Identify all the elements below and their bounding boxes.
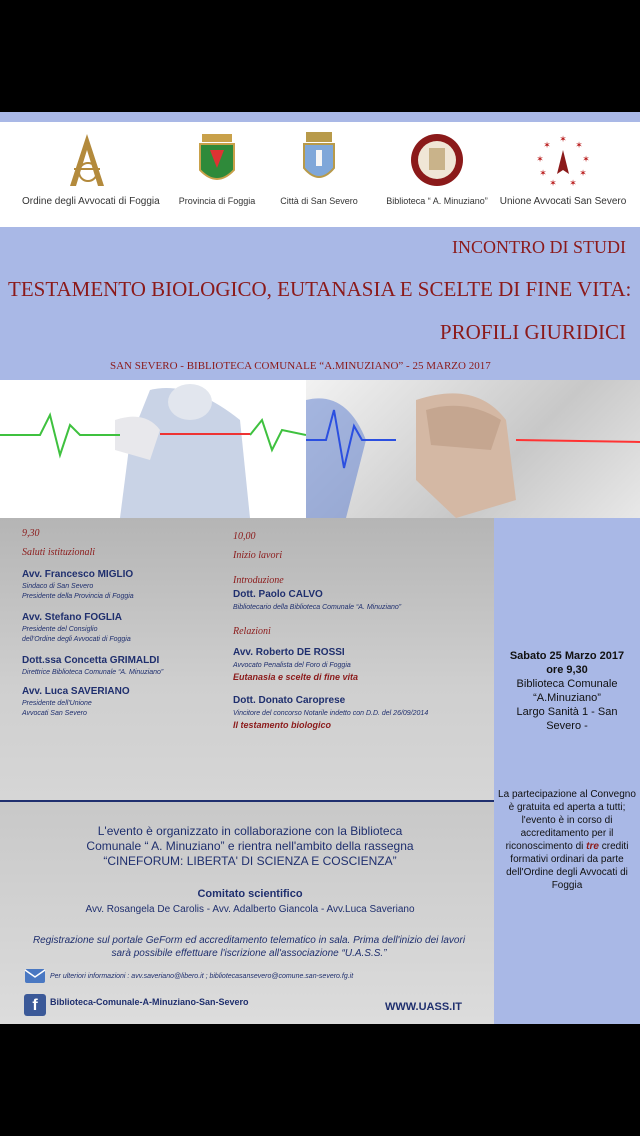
library-seal-icon xyxy=(409,130,465,192)
committee-members: Avv. Rosangela De Carolis - Avv. Adalberto Giancola - Avv.Luca Saveriano xyxy=(85,904,415,915)
participation-note xyxy=(496,788,638,892)
venue-line: Biblioteca Comunale xyxy=(516,678,618,690)
time-welcome: 9,30 xyxy=(22,528,40,539)
collab-line: L'evento è organizzato in collaborazione con la Biblioteca xyxy=(97,824,403,838)
svg-text:✶: ✶ xyxy=(575,140,583,150)
logo-caption: Città di San Severo xyxy=(280,196,358,206)
event-poster xyxy=(0,112,640,1024)
sidebar-box xyxy=(494,518,640,1024)
section-intro: Introduzione xyxy=(233,575,284,586)
fist-image xyxy=(306,380,640,518)
unione-avvocati-logo xyxy=(498,130,628,225)
note-text: crediti formativi ordinari da parte dell'Ordine degli Avvocati di Foggia xyxy=(506,841,629,891)
top-band xyxy=(0,112,640,122)
person-role: Presidente della Provincia di Foggia xyxy=(22,593,134,600)
person-role: Direttrice Biblioteca Comunale “A. Minuziano” xyxy=(22,669,164,676)
city-crest-icon xyxy=(294,130,344,192)
svg-text:✶: ✶ xyxy=(582,154,590,164)
venue-line: Largo Sanità 1 - San Severo - xyxy=(516,706,618,732)
fist-heartbeat-illustration xyxy=(306,380,640,518)
note-emphasis: tre xyxy=(586,841,599,852)
event-title: TESTAMENTO BIOLOGICO, EUTANASIA E SCELTE DI FINE VITA: xyxy=(8,277,632,301)
speaker-role: Avvocato Penalista del Foro di Foggia xyxy=(233,662,351,669)
title-area xyxy=(0,227,640,380)
event-subtitle: PROFILI GIURIDICI xyxy=(439,320,626,344)
program-area xyxy=(0,518,494,800)
event-datetime xyxy=(498,649,636,733)
section-reports: Relazioni xyxy=(233,626,271,637)
svg-text:✶: ✶ xyxy=(543,140,551,150)
logo-caption: Ordine degli Avvocati di Foggia xyxy=(22,196,160,207)
info-contacts[interactable]: Per ulteriori informazioni : avv.saveriano@libero.it ; bibliotecasansevero@comune.san-severo.fg.it xyxy=(50,973,354,980)
event-time: ore 9,30 xyxy=(546,664,588,676)
provincia-crest-icon xyxy=(190,130,244,192)
speaker-topic: Il testamento biologico xyxy=(233,720,332,730)
speaker-topic: Eutanasia e scelte di fine vita xyxy=(233,672,359,682)
person-role: Avvocati San Severo xyxy=(22,710,87,717)
website-link[interactable]: WWW.UASS.IT xyxy=(385,1001,462,1013)
divider-line xyxy=(0,800,494,802)
person-name: Avv. Luca SAVERIANO xyxy=(22,686,130,697)
speaker-name: Avv. Roberto DE ROSSI xyxy=(233,647,345,658)
collab-line: “CINEFORUM: LIBERTA' DI SCIENZA E COSCIENZA” xyxy=(103,854,397,868)
event-place-date: SAN SEVERO - BIBLIOTECA COMUNALE “A.MINUZIANO” - 25 MARZO 2017 xyxy=(110,360,491,372)
svg-text:✶: ✶ xyxy=(549,178,557,188)
logo-caption: Unione Avvocati San Severo xyxy=(499,196,627,207)
logo-caption: Biblioteca “ A. Minuziano” xyxy=(386,196,488,206)
note-text: La partecipazione al Convegno è gratuita ed aperta a tutti; l'evento è in corso di accreditamento per il riconoscimento di xyxy=(498,789,636,852)
event-kicker: INCONTRO DI STUDI xyxy=(452,237,626,257)
svg-text:✶: ✶ xyxy=(559,134,567,144)
collaboration-text xyxy=(40,824,460,869)
logo-caption: Provincia di Foggia xyxy=(178,196,256,206)
intro-speaker-name: Dott. Paolo CALVO xyxy=(233,589,323,600)
email-icon xyxy=(24,966,46,986)
facebook-page-link[interactable]: Biblioteca-Comunale-A-Minuziano-San-Severo xyxy=(50,997,249,1007)
svg-text:✶: ✶ xyxy=(569,178,577,188)
logo-strip xyxy=(0,122,640,227)
svg-text:✶: ✶ xyxy=(536,154,544,164)
registration-text: Registrazione sul portale GeForm ed accreditamento telematico in sala. Prima dell'inizio dei lavori sarà possibile effettuare l'iscrizione all'associazione “U.A.S.S.” xyxy=(32,935,466,959)
facebook-icon: f xyxy=(24,994,46,1016)
person-name: Avv. Stefano FOGLIA xyxy=(22,612,123,623)
ordine-avvocati-logo xyxy=(22,130,160,225)
intro-speaker-role: Bibliotecario della Biblioteca Comunale “A. Minuziano” xyxy=(233,604,402,611)
committee-title: Comitato scientifico xyxy=(197,888,303,900)
section-start: Inizio lavori xyxy=(233,550,283,561)
stars-eagle-icon xyxy=(533,130,593,192)
person-role: Sindaco di San Severo xyxy=(22,583,94,590)
person-name: Avv. Francesco MIGLIO xyxy=(22,569,134,580)
speaker-role: Vincitore del concorso Notarile indetto con D.D. del 26/09/2014 xyxy=(233,710,429,717)
person-name: Dott.ssa Concetta GRIMALDI xyxy=(22,655,160,666)
event-date: Sabato 25 Marzo 2017 xyxy=(509,650,625,662)
biblioteca-minuziano-logo xyxy=(372,130,502,225)
person-role: Presidente dell'Unione xyxy=(22,700,92,707)
doctor-image xyxy=(0,380,306,518)
svg-text:✶: ✶ xyxy=(579,168,587,178)
citta-san-severo-logo xyxy=(254,130,384,225)
person-role: dell'Ordine degli Avvocati di Foggia xyxy=(22,636,131,643)
banner-image xyxy=(0,380,640,518)
svg-text:✶: ✶ xyxy=(539,168,547,178)
doctor-heartbeat-illustration xyxy=(0,380,306,518)
collab-line: Comunale “ A. Minuziano” e rientra nell'ambito della rassegna xyxy=(86,839,414,853)
speaker-name: Dott. Donato Caroprese xyxy=(233,695,346,706)
time-start: 10,00 xyxy=(233,531,256,542)
venue-line: “A.Minuziano” xyxy=(533,692,601,704)
section-welcome: Saluti istituzionali xyxy=(22,547,96,558)
ordine-avvocati-emblem-icon xyxy=(62,130,112,192)
person-role: Presidente del Consiglio xyxy=(22,626,98,633)
